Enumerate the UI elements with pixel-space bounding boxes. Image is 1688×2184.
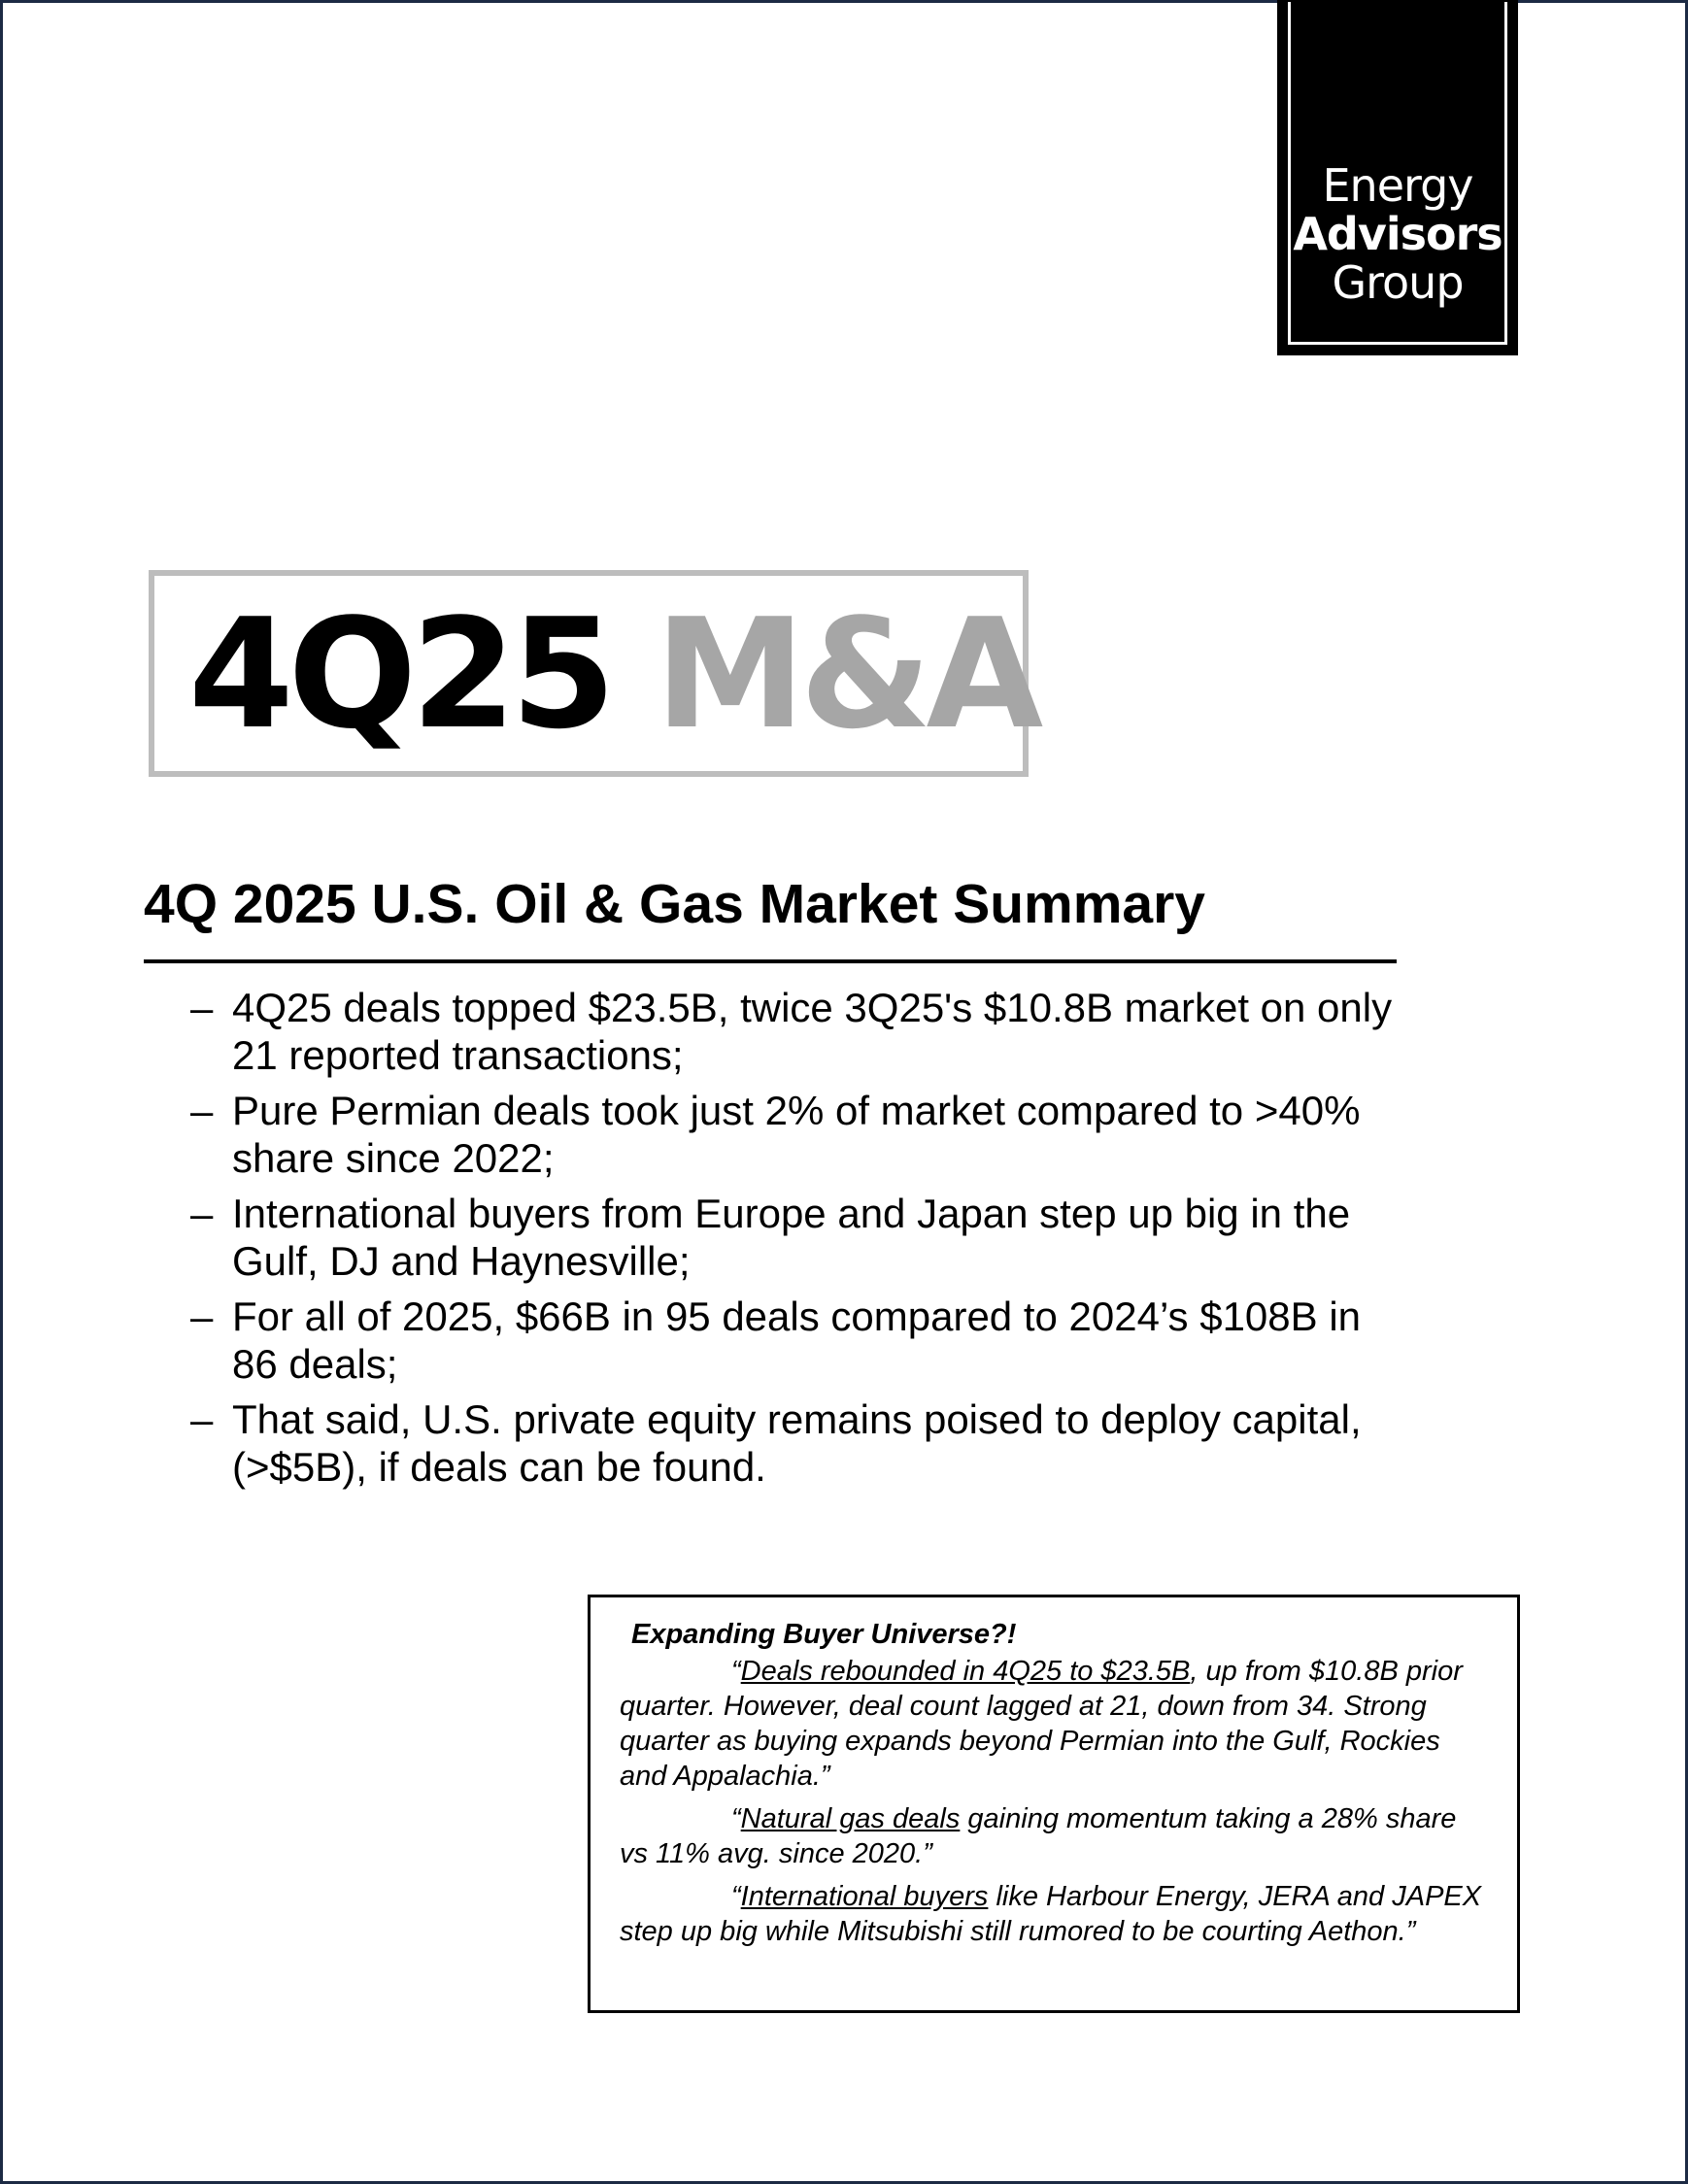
- quote-paragraph: [620, 1654, 1490, 1794]
- quote-paragraph: [620, 1801, 1490, 1871]
- section-heading: 4Q 2025 U.S. Oil & Gas Market Summary: [144, 873, 1205, 935]
- quote-text: , up from $10.8B prior quarter. However, deal count lagged at 21, down from 34. Strong quarter as buying expands beyond Permian into the Gulf, Rockies and Appalachia.”: [620, 1656, 1463, 1792]
- quote-highlight: Deals rebounded in 4Q25 to $23.5B: [740, 1656, 1191, 1687]
- quote-paragraph: [620, 1879, 1490, 1949]
- bullet-dash: –: [190, 1191, 214, 1236]
- quote-highlight: Natural gas deals: [740, 1803, 961, 1834]
- bullet-item: [190, 1293, 1404, 1388]
- bullet-text: 4Q25 deals topped $23.5B, twice 3Q25's $10.8B market on only 21 reported transactions;: [232, 985, 1393, 1078]
- title-box: [149, 570, 1038, 777]
- quote-box: [588, 1595, 1520, 2013]
- quote-open-mark: “: [731, 1803, 741, 1834]
- bullet-text: For all of 2025, $66B in 95 deals compared to 2024’s $108B in 86 deals;: [232, 1294, 1362, 1387]
- bullet-text: Pure Permian deals took just 2% of market compared to >40% share since 2022;: [232, 1088, 1361, 1181]
- summary-bullet-list: [190, 984, 1404, 1498]
- quote-open-mark: “: [731, 1881, 741, 1912]
- logo-frame: [1288, 2, 1507, 345]
- title-quarter: 4Q25: [188, 585, 611, 762]
- bullet-item: [190, 1395, 1404, 1491]
- quote-box-title: Expanding Buyer Universe?!: [631, 1619, 1017, 1650]
- title-topic: M&A: [655, 585, 1038, 762]
- bullet-dash: –: [190, 1088, 214, 1133]
- bullet-text: That said, U.S. private equity remains poised to deploy capital, (>$5B), if deals can be found.: [232, 1396, 1362, 1490]
- bullet-dash: –: [190, 985, 214, 1030]
- quote-text: like Harbour Energy, JERA and JAPEX step up big while Mitsubishi still rumored to be courting Aethon.”: [620, 1881, 1482, 1947]
- bullet-dash: –: [190, 1294, 214, 1339]
- bullet-text: International buyers from Europe and Japan step up big in the Gulf, DJ and Haynesville;: [232, 1191, 1351, 1284]
- quote-text: gaining momentum taking a 28% share vs 11% avg. since 2020.”: [620, 1803, 1457, 1869]
- logo-line-energy: Energy: [1322, 159, 1473, 212]
- bullet-item: [190, 1190, 1404, 1285]
- bullet-item: [190, 984, 1404, 1079]
- company-logo: [1277, 0, 1518, 355]
- page-title: [188, 576, 1037, 771]
- quote-highlight: International buyers: [740, 1881, 989, 1912]
- logo-line-group: Group: [1332, 256, 1464, 309]
- bullet-dash: –: [190, 1396, 214, 1442]
- bullet-item: [190, 1087, 1404, 1182]
- heading-divider: [144, 959, 1397, 963]
- quote-open-mark: “: [731, 1656, 741, 1687]
- logo-line-advisors: Advisors: [1293, 208, 1502, 260]
